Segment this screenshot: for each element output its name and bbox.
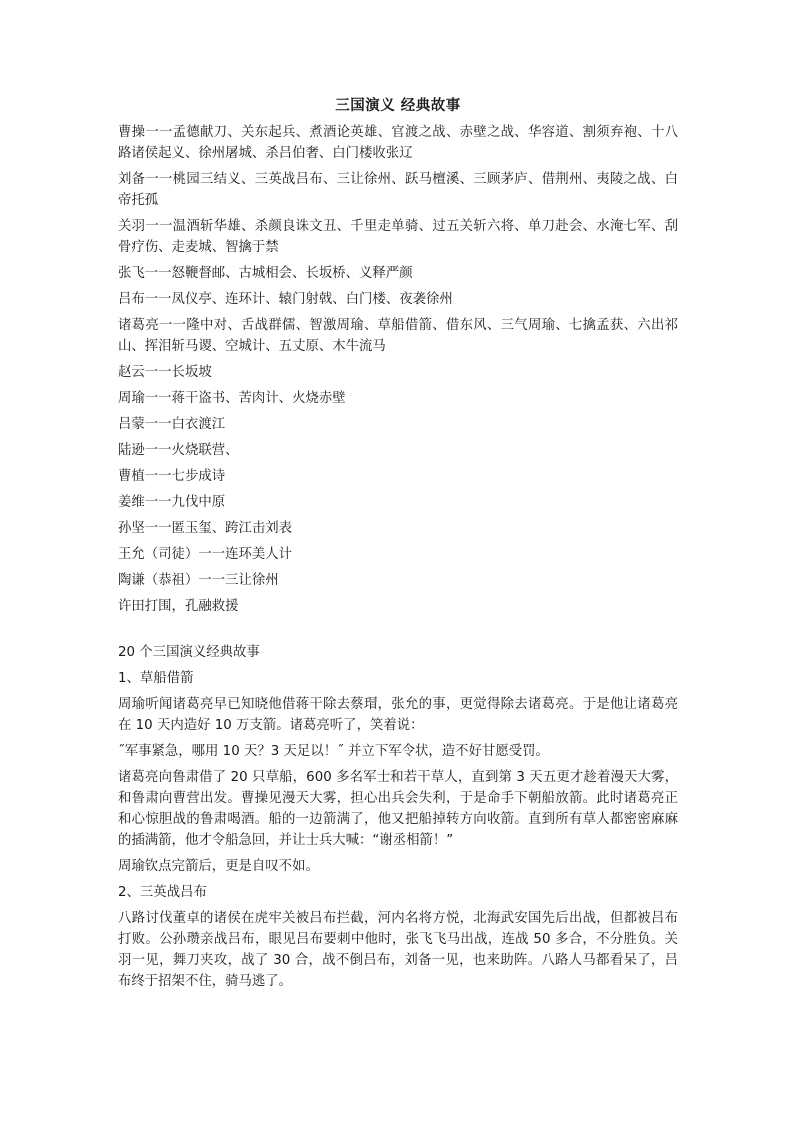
character-entry: 孙坚一一匿玉玺、跨江击刘表 xyxy=(118,521,293,536)
character-entry: 刘备一一桃园三结义、三英战吕布、三让徐州、跃马檀溪、三顾茅庐、借荆州、夷陵之战、白帝托孤 xyxy=(118,172,678,208)
story-section xyxy=(118,882,678,992)
story-paragraph: 周瑜听闻诸葛亮早已知晓他借蒋干除去蔡瑁，张允的事，更觉得除去诸葛亮。于是他让诸葛亮在 10 天内造好 10 万支箭。诸葛亮听了，笑着说： xyxy=(118,697,678,733)
character-entry: 王允（司徒）一一连环美人计 xyxy=(118,547,293,562)
story-heading: 2、三英战吕布 xyxy=(118,885,207,900)
story-paragraph: 诸葛亮向鲁肃借了 20 只草船，600 多名军士和若干草人，直到第 3 天五更才趁着漫天大雾，和鲁肃向曹营出发。曹操见漫天大雾，担心出兵会失利，于是命手下朝船放箭。此时诸葛亮正和心惊胆战的鲁肃喝酒。船的一边箭满了，他又把船掉转方向收箭。直到所有草人都密密麻麻的插满箭，他才令船急回，并让士兵大喊：“谢丞相箭！” xyxy=(118,770,678,848)
character-entry: 吕蒙一一白衣渡江 xyxy=(118,417,226,432)
character-entry: 关羽一一温酒斩华雄、杀颜良诛文丑、千里走单骑、过五关斩六将、单刀赴会、水淹七军、刮骨疗伤、走麦城、智擒于禁 xyxy=(118,219,678,255)
spacer xyxy=(118,622,678,642)
character-list xyxy=(118,122,678,617)
character-entry: 陆逊一一火烧联营、 xyxy=(118,443,239,458)
story-section xyxy=(118,668,678,877)
document-page xyxy=(118,96,678,997)
character-entry: 姜维一一九伐中原 xyxy=(118,495,226,510)
character-entry: 周瑜一一蒋干盗书、苦肉计、火烧赤壁 xyxy=(118,391,346,406)
character-entry: 吕布一一凤仪亭、连环计、辕门射戟、白门楼、夜袭徐州 xyxy=(118,292,453,307)
story-heading: 1、草船借箭 xyxy=(118,671,194,686)
stories-heading: 20 个三国演义经典故事 xyxy=(118,645,260,660)
story-paragraph: ˝军事紧急，哪用 10 天？3 天足以！˝ 并立下军令状，造不好甘愿受罚。 xyxy=(118,744,549,759)
character-entry: 曹植一一七步成诗 xyxy=(118,469,226,484)
character-entry: 赵云一一长坂坡 xyxy=(118,365,212,380)
character-entry: 张飞一一怒鞭督邮、古城相会、长坂桥、义释严颜 xyxy=(118,266,413,281)
character-entry: 陶谦（恭祖）一一三让徐州 xyxy=(118,573,279,588)
character-entry: 诸葛亮一一隆中对、舌战群儒、智激周瑜、草船借箭、借东风、三气周瑜、七擒孟获、六出祁山、挥泪斩马谡、空城计、五丈原、木牛流马 xyxy=(118,318,678,354)
story-paragraph: 八路讨伐董卓的诸侯在虎牢关被吕布拦截，河内名将方悦，北海武安国先后出战，但都被吕布打败。公孙瓒亲战吕布，眼见吕布要刺中他时，张飞飞马出战，连战 50 多合，不分胜负。关羽一见，舞刀夹攻，战了 30 合，战不倒吕布，刘备一见，也来助阵。八路人马都看呆了，吕布终于招架不住，骑马逃了。 xyxy=(118,911,678,989)
story-paragraph: 周瑜钦点完箭后，更是自叹不如。 xyxy=(118,859,319,874)
document-title: 三国演义 经典故事 xyxy=(335,98,461,114)
character-entry: 许田打围，孔融救援 xyxy=(118,599,239,614)
character-entry: 曹操一一孟德献刀、关东起兵、煮酒论英雄、官渡之战、赤壁之战、华容道、割须弃袍、十八路诸侯起义、徐州屠城、杀吕伯奢、白门楼收张辽 xyxy=(118,125,678,161)
